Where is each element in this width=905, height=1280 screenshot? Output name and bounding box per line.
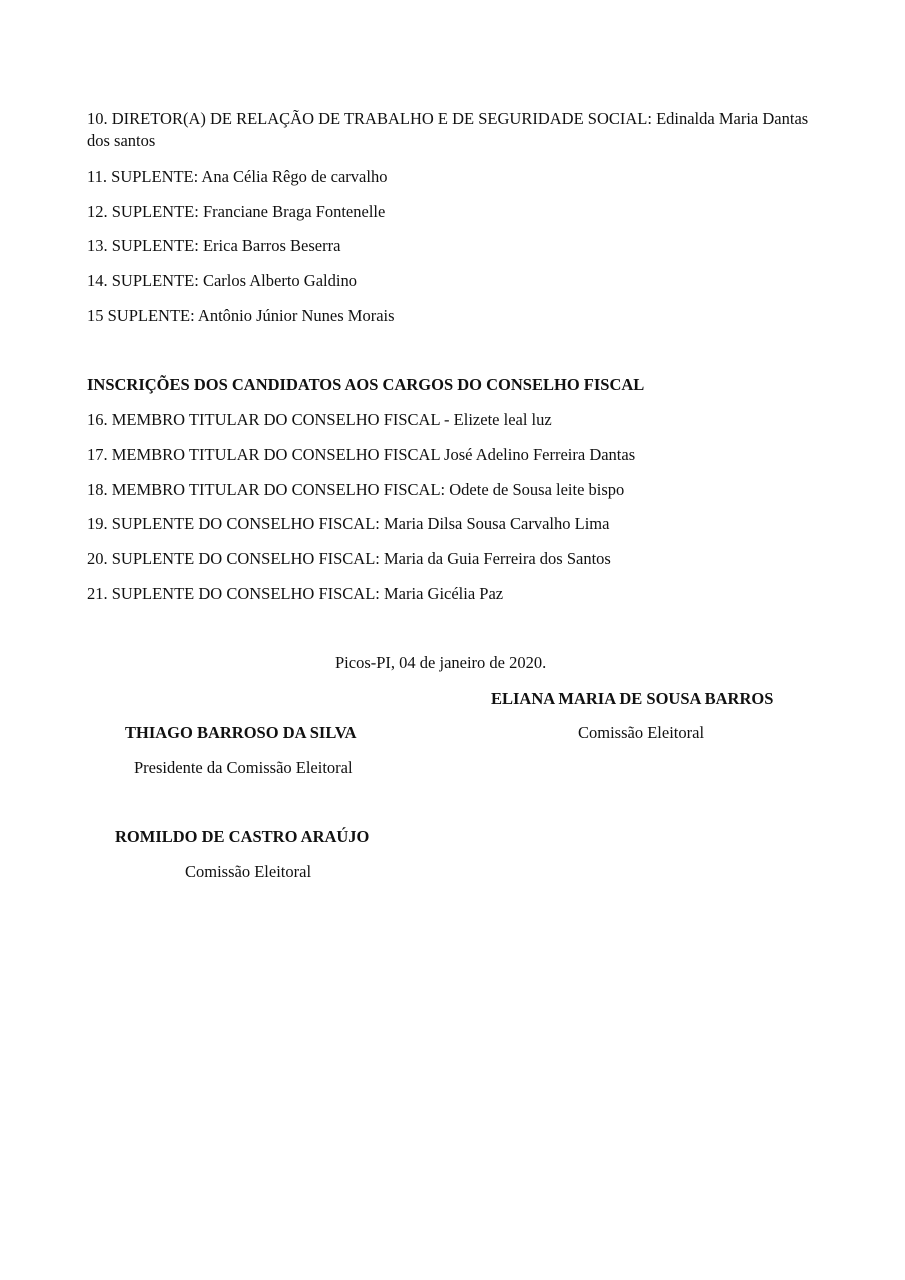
signature-role-thiago: Presidente da Comissão Eleitoral (134, 758, 353, 777)
signature-name-eliana: ELIANA MARIA DE SOUSA BARROS (491, 689, 774, 708)
candidate-item-17: 17. MEMBRO TITULAR DO CONSELHO FISCAL José Adelino Ferreira Dantas (87, 445, 636, 464)
signature-role-romildo: Comissão Eleitoral (185, 862, 312, 881)
signature-name-romildo: ROMILDO DE CASTRO ARAÚJO (115, 827, 370, 846)
signature-name-thiago: THIAGO BARROSO DA SILVA (125, 723, 357, 742)
candidate-item-19: 19. SUPLENTE DO CONSELHO FISCAL: Maria Dilsa Sousa Carvalho Lima (87, 514, 610, 533)
candidate-item-10: 10. DIRETOR(A) DE RELAÇÃO DE TRABALHO E DE SEGURIDADE SOCIAL: Edinalda Maria Dantas dos santos (87, 109, 809, 150)
candidate-item-16: 16. MEMBRO TITULAR DO CONSELHO FISCAL - Elizete leal luz (87, 410, 552, 429)
candidate-item-11: 11. SUPLENTE: Ana Célia Rêgo de carvalho (87, 167, 388, 186)
candidate-item-15: 15 SUPLENTE: Antônio Júnior Nunes Morais (87, 306, 395, 325)
candidate-item-14: 14. SUPLENTE: Carlos Alberto Galdino (87, 271, 357, 290)
candidate-item-12: 12. SUPLENTE: Franciane Braga Fontenelle (87, 202, 386, 221)
place-date: Picos-PI, 04 de janeiro de 2020. (335, 653, 547, 672)
candidate-item-18: 18. MEMBRO TITULAR DO CONSELHO FISCAL: Odete de Sousa leite bispo (87, 480, 625, 499)
section-heading-conselho-fiscal: INSCRIÇÕES DOS CANDIDATOS AOS CARGOS DO CONSELHO FISCAL (87, 375, 645, 394)
candidate-item-13: 13. SUPLENTE: Erica Barros Beserra (87, 236, 341, 255)
signature-role-eliana: Comissão Eleitoral (578, 723, 705, 742)
candidate-item-21: 21. SUPLENTE DO CONSELHO FISCAL: Maria Gicélia Paz (87, 584, 504, 603)
candidate-item-20: 20. SUPLENTE DO CONSELHO FISCAL: Maria da Guia Ferreira dos Santos (87, 549, 611, 568)
